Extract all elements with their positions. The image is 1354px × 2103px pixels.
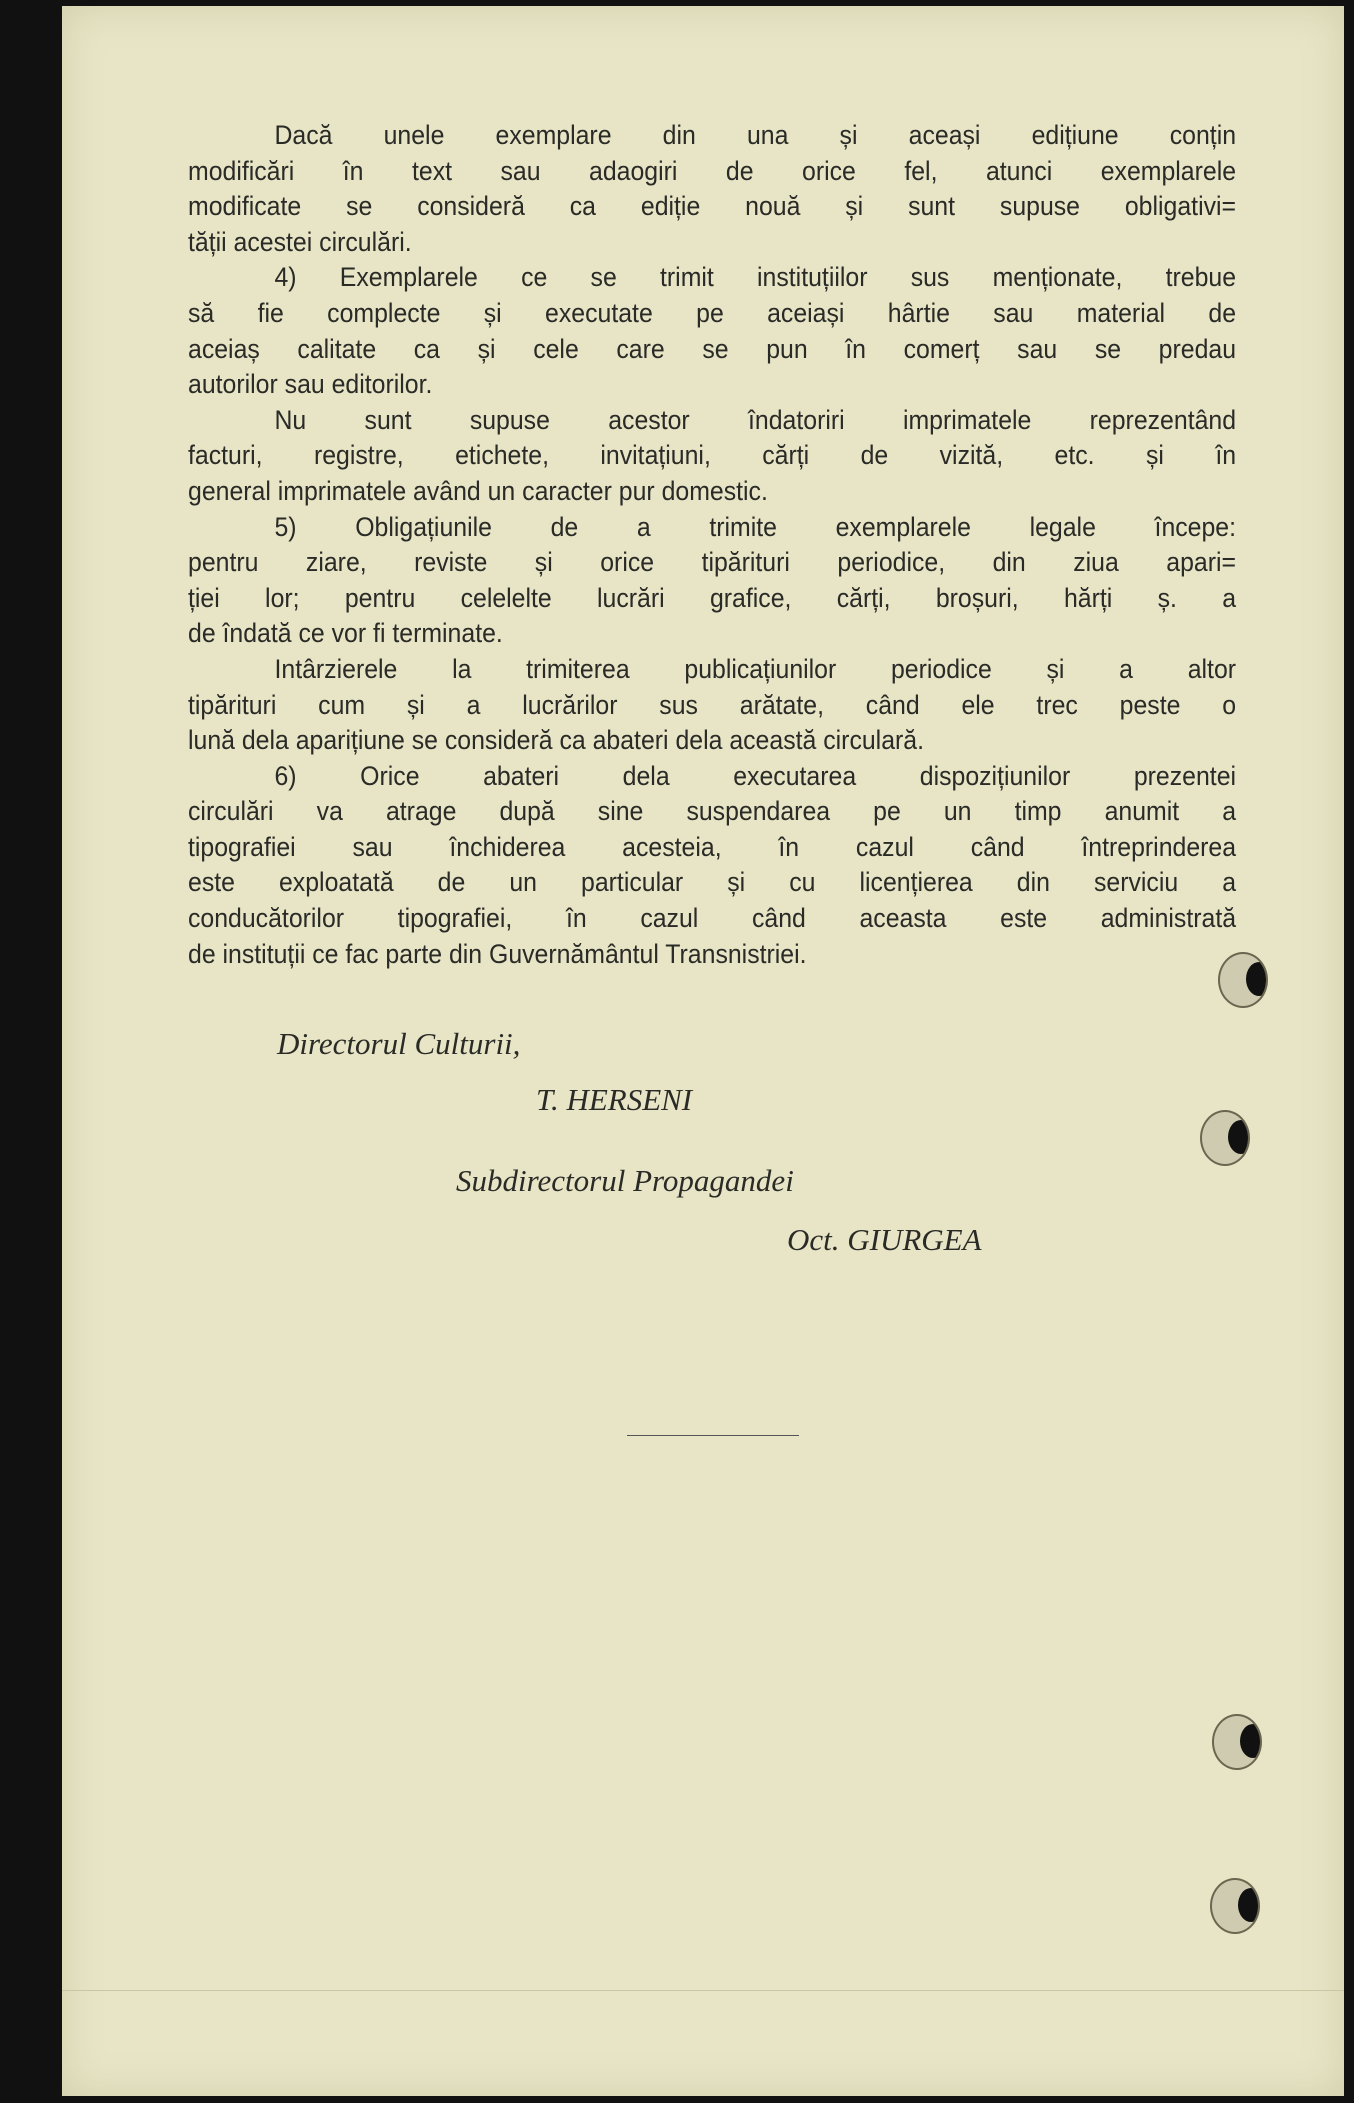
closing-divider (627, 1435, 799, 1436)
text-line: tății acestei circulări. (188, 226, 412, 257)
subdirector-name: Oct. GIURGEA (787, 1222, 982, 1257)
text-line: Intârzierele la trimiterea publicațiunilor periodice și a altor (274, 653, 1237, 684)
text-line: conducătorilor tipografiei, în cazul când aceasta este administrată (188, 903, 1237, 934)
director-title: Directorul Culturii, (277, 1026, 521, 1061)
text-line: este exploatată de un particular și cu licențierea din serviciu a (188, 867, 1237, 898)
text-line: modificări în text sau adaogiri de orice fel, atunci exemplarele (188, 155, 1237, 186)
text-line: Nu sunt supuse acestor îndatoriri imprimatele reprezentând (274, 404, 1237, 435)
text-line: tipărituri cum și a lucrărilor sus arătate, când ele trec peste o (188, 689, 1237, 720)
page-bottom-edge (62, 1990, 1344, 2091)
text-line: de îndată ce vor fi terminate. (188, 618, 503, 649)
subdirector-title: Subdirectorul Propagandei (456, 1163, 794, 1198)
text-line: tipografiei sau închiderea acesteia, în cazul când întreprinderea (188, 831, 1237, 862)
text-line: să fie complecte și executate pe aceiași hârtie sau material de (188, 297, 1237, 328)
punch-hole (1218, 952, 1268, 1008)
text-line: facturi, registre, etichete, invitațiuni, cărți de vizită, etc. și în (188, 440, 1237, 471)
text-line: lună dela aparițiune se consideră ca abateri dela această circulară. (188, 725, 924, 756)
punch-hole (1212, 1714, 1262, 1770)
circular-body-text (188, 118, 1236, 972)
punch-hole (1210, 1878, 1260, 1934)
text-line: autorilor sau editorilor. (188, 369, 433, 400)
text-line: ției lor; pentru celelelte lucrări grafice, cărți, broșuri, hărți ș. a (188, 582, 1237, 613)
punch-hole (1200, 1110, 1250, 1166)
text-line: aceiaș calitate ca și cele care se pun în comerț sau se predau (188, 333, 1237, 364)
text-line: 6) Orice abateri dela executarea dispozițiunilor prezentei (274, 760, 1237, 791)
text-line: de instituții ce fac parte din Guvernământul Transnistriei. (188, 938, 807, 969)
text-line: pentru ziare, reviste și orice tipărituri periodice, din ziua apari= (188, 547, 1237, 578)
text-line: Dacă unele exemplare din una și aceași edițiune conțin (274, 120, 1237, 150)
text-line: modificate se consideră ca ediție nouă și sunt supuse obligativi= (188, 191, 1237, 222)
text-line: general imprimatele având un caracter pur domestic. (188, 475, 768, 506)
director-name: T. HERSENI (536, 1082, 693, 1117)
text-line: 5) Obligațiunile de a trimite exemplarele legale începe: (274, 511, 1237, 542)
text-line: 4) Exemplarele ce se trimit instituțiilor sus menționate, trebue (274, 262, 1237, 293)
text-line: circulări va atrage după sine suspendarea pe un timp anumit a (188, 796, 1237, 827)
